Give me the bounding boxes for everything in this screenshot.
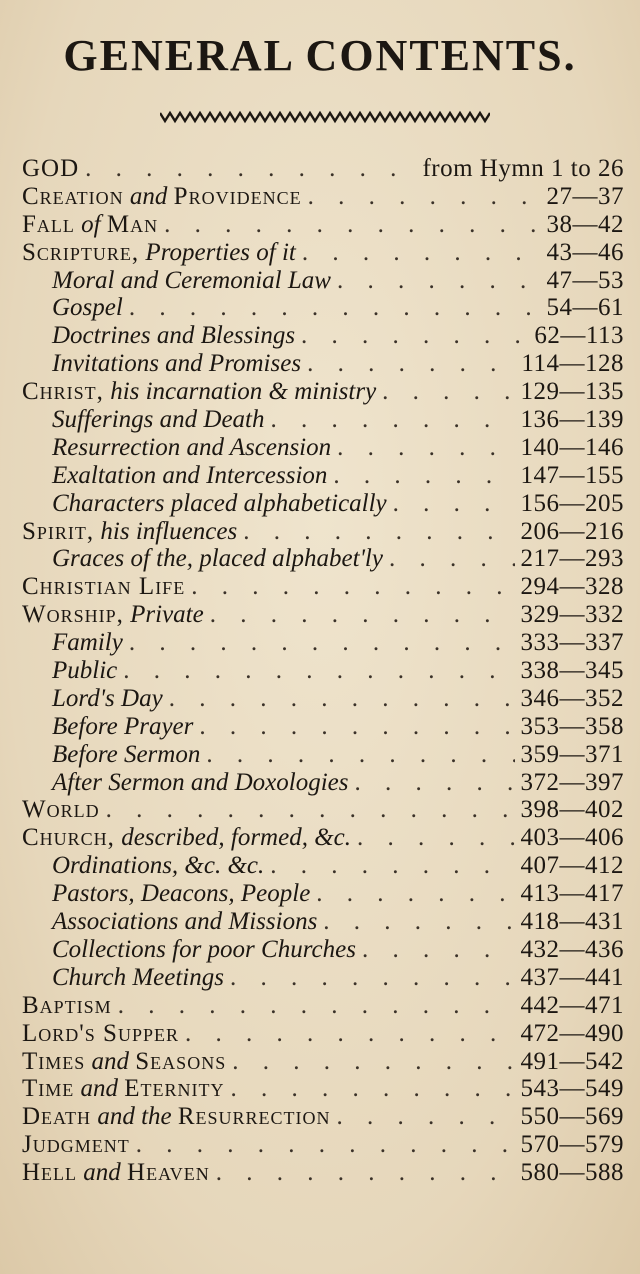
entry-subtitle: Properties of it: [139, 238, 296, 266]
entry-subtitle: Doctrines and Blessings: [52, 322, 296, 350]
entry-heading-secondary: Resurrection: [177, 1103, 331, 1131]
entry-subtitle: and: [85, 1047, 136, 1075]
hymn-range: 346—352: [520, 684, 624, 712]
entry-heading: Hell: [22, 1159, 78, 1187]
leader-dots: [307, 350, 515, 378]
entry-heading: Spirit,: [22, 517, 95, 545]
contents-subentry: [22, 294, 624, 322]
contents-subentry: [22, 964, 624, 992]
contents-subentry: [22, 545, 624, 573]
hymn-range: 54—61: [546, 294, 624, 322]
contents-subentry: [22, 490, 624, 518]
contents-subentry: [22, 880, 624, 908]
entry-label: [52, 657, 117, 685]
entry-heading: World: [22, 796, 100, 824]
contents-entry: [22, 183, 624, 211]
hymn-range: 294—328: [520, 573, 624, 601]
leader-dots: [169, 685, 515, 713]
entry-heading: Christ,: [22, 378, 104, 406]
hymn-range: 206—216: [520, 517, 624, 545]
contents-subentry: [22, 267, 624, 295]
leader-dots: [243, 518, 514, 546]
contents-entry: [22, 1020, 624, 1048]
entry-label: [52, 490, 387, 518]
entry-subtitle: Church Meetings: [52, 963, 224, 991]
entry-label: [22, 1159, 210, 1187]
entry-subtitle: Family: [52, 629, 123, 657]
leader-dots: [199, 713, 514, 741]
hymn-range: 114—128: [521, 350, 624, 378]
leader-dots: [393, 490, 515, 518]
hymn-range: 432—436: [520, 935, 624, 963]
hymn-range: 398—402: [520, 796, 624, 824]
entry-subtitle: Collections for poor Churches: [52, 935, 356, 963]
leader-dots: [136, 1131, 515, 1159]
leader-dots: [333, 462, 514, 490]
entry-label: [22, 1048, 226, 1076]
hymn-range: 359—371: [520, 740, 624, 768]
entry-subtitle: Ordinations, &c. &c.: [52, 852, 265, 880]
leader-dots: [301, 322, 528, 350]
leader-dots: [302, 239, 541, 267]
contents-entry: [22, 1131, 624, 1159]
hymn-range: 407—412: [520, 852, 624, 880]
contents-entry: [22, 239, 624, 267]
hymn-range: 333—337: [520, 629, 624, 657]
entry-subtitle: Invitations and Promises: [52, 350, 302, 378]
hymn-range: 442—471: [520, 991, 624, 1019]
leader-dots: [210, 601, 515, 629]
entry-heading-secondary: Providence: [173, 182, 302, 210]
entry-heading: Lord's Supper: [22, 1019, 179, 1047]
leader-dots: [316, 880, 514, 908]
contents-subentry: [22, 685, 624, 713]
entry-heading: Church,: [22, 824, 115, 852]
entry-heading: Judgment: [22, 1131, 130, 1159]
contents-entry: [22, 1159, 624, 1187]
entry-heading: Times: [22, 1047, 86, 1075]
entry-heading: Creation: [22, 182, 124, 210]
decorative-divider: [160, 110, 490, 124]
leader-dots: [389, 545, 515, 573]
entry-subtitle: Exaltation and Intercession: [52, 461, 328, 489]
entry-subtitle: Before Prayer: [52, 712, 194, 740]
hymn-range: from Hymn 1 to 26: [422, 155, 624, 182]
hymn-range: 38—42: [546, 210, 624, 238]
entry-subtitle: his influences: [94, 517, 238, 545]
entry-subtitle: Characters placed alphabetically: [52, 489, 387, 517]
hymn-range: 136—139: [520, 406, 624, 434]
entry-subtitle: and: [74, 1075, 125, 1103]
contents-subentry: [22, 852, 624, 880]
entry-heading-secondary: Seasons: [135, 1047, 227, 1075]
hymn-range: 62—113: [534, 322, 624, 350]
contents-entry: [22, 1048, 624, 1076]
hymn-range: 550—569: [520, 1103, 624, 1131]
entry-subtitle: Sufferings and Death: [52, 406, 265, 434]
leader-dots: [337, 1103, 515, 1131]
leader-dots: [362, 936, 515, 964]
contents-entry: [22, 155, 624, 183]
hymn-range: 418—431: [520, 908, 624, 936]
contents-entry: [22, 573, 624, 601]
entry-subtitle: Graces of the, placed alphabet'ly: [52, 545, 383, 573]
leader-dots: [232, 1048, 514, 1076]
leader-dots: [231, 1075, 515, 1103]
entry-label: [52, 322, 295, 350]
entry-subtitle: Lord's Day: [52, 684, 163, 712]
leader-dots: [308, 183, 541, 211]
entry-label: [22, 1131, 130, 1159]
entry-label: [22, 155, 79, 183]
entry-subtitle: Gospel: [52, 294, 123, 322]
entry-subtitle: Associations and Missions: [52, 908, 318, 936]
contents-subentry: [22, 322, 624, 350]
entry-label: [22, 1075, 225, 1103]
entry-label: [22, 992, 112, 1020]
hymn-range: 543—549: [520, 1075, 624, 1103]
hymn-range: 27—37: [546, 182, 624, 210]
entry-label: [52, 350, 301, 378]
entry-heading: Christian Life: [22, 573, 186, 601]
leader-dots: [129, 629, 515, 657]
entry-heading: Worship,: [22, 601, 124, 629]
leader-dots: [323, 908, 514, 936]
entry-subtitle: Resurrection and Ascension: [52, 433, 332, 461]
leader-dots: [123, 657, 514, 685]
hymn-range: 372—397: [520, 768, 624, 796]
entry-label: [52, 434, 331, 462]
contents-entry: [22, 1075, 624, 1103]
entry-label: [52, 713, 193, 741]
entry-heading: Baptism: [22, 991, 112, 1019]
hymn-range: 43—46: [546, 238, 624, 266]
hymn-range: 580—588: [520, 1159, 624, 1187]
contents-entry: [22, 824, 624, 852]
entry-heading-secondary: Heaven: [127, 1159, 210, 1187]
entry-label: [52, 936, 356, 964]
entry-label: [52, 741, 200, 769]
entry-subtitle: and: [77, 1159, 128, 1187]
contents-entry: [22, 1103, 624, 1131]
entry-label: [22, 239, 296, 267]
hymn-range: 140—146: [520, 433, 624, 461]
entry-label: [52, 964, 224, 992]
entry-label: [52, 462, 327, 490]
hymn-range: 47—53: [546, 266, 624, 294]
entry-label: [52, 908, 317, 936]
entry-label: [22, 1103, 331, 1131]
leader-dots: [164, 211, 540, 239]
contents-subentry: [22, 936, 624, 964]
entry-label: [52, 685, 163, 713]
contents-entry: [22, 601, 624, 629]
entry-label: [22, 573, 185, 601]
leader-dots: [382, 378, 514, 406]
leader-dots: [354, 769, 514, 797]
entry-label: [52, 545, 383, 573]
contents-entry: [22, 796, 624, 824]
hymn-range: 147—155: [520, 461, 624, 489]
entry-label: [22, 518, 237, 546]
entry-label: [22, 183, 302, 211]
hymn-range: 217—293: [520, 545, 624, 573]
entry-heading: Scripture,: [22, 238, 140, 266]
entry-heading: Death: [22, 1103, 92, 1131]
entry-subtitle: and the: [91, 1103, 178, 1131]
leader-dots: [271, 406, 515, 434]
leader-dots: [118, 992, 515, 1020]
entry-subtitle: Moral and Ceremonial Law: [52, 266, 331, 294]
entry-label: [52, 769, 348, 797]
entry-heading: Time: [22, 1075, 75, 1103]
entry-heading: Fall: [22, 210, 75, 238]
entry-subtitle: his incarnation & ministry: [103, 378, 377, 406]
leader-dots: [106, 796, 515, 824]
leader-dots: [129, 294, 541, 322]
entry-subtitle: Before Sermon: [52, 740, 201, 768]
entry-label: [52, 294, 123, 322]
entry-label: [52, 267, 331, 295]
entry-heading-secondary: Eternity: [124, 1075, 225, 1103]
entry-subtitle: Public: [52, 657, 118, 685]
contents-list: [22, 155, 624, 1187]
hymn-range: 353—358: [520, 712, 624, 740]
contents-subentry: [22, 769, 624, 797]
contents-subentry: [22, 657, 624, 685]
hymn-range: 491—542: [520, 1047, 624, 1075]
entry-label: [22, 378, 376, 406]
contents-subentry: [22, 406, 624, 434]
contents-subentry: [22, 741, 624, 769]
contents-subentry: [22, 350, 624, 378]
leader-dots: [85, 155, 416, 183]
leader-dots: [337, 434, 514, 462]
entry-label: [22, 824, 351, 852]
leader-dots: [216, 1159, 515, 1187]
contents-subentry: [22, 908, 624, 936]
hymn-range: 329—332: [520, 601, 624, 629]
contents-subentry: [22, 462, 624, 490]
entry-heading-secondary: Man: [106, 210, 159, 238]
entry-label: [52, 852, 264, 880]
entry-subtitle: After Sermon and Doxologies: [52, 768, 349, 796]
entry-label: [22, 796, 100, 824]
leader-dots: [206, 741, 514, 769]
hymn-range: 413—417: [520, 880, 624, 908]
contents-subentry: [22, 713, 624, 741]
hymn-range: 437—441: [520, 963, 624, 991]
hymn-range: 472—490: [520, 1019, 624, 1047]
hymn-range: 338—345: [520, 657, 624, 685]
contents-entry: [22, 992, 624, 1020]
contents-entry: [22, 378, 624, 406]
leader-dots: [337, 267, 541, 295]
contents-entry: [22, 518, 624, 546]
leader-dots: [270, 852, 514, 880]
hymn-range: 156—205: [520, 489, 624, 517]
entry-label: [22, 211, 158, 239]
contents-subentry: [22, 434, 624, 462]
hymn-range: 403—406: [520, 824, 624, 852]
contents-entry: [22, 211, 624, 239]
entry-subtitle: and: [123, 182, 174, 210]
leader-dots: [230, 964, 515, 992]
entry-label: [52, 406, 265, 434]
entry-label: [52, 880, 310, 908]
entry-label: [52, 629, 123, 657]
entry-label: [22, 1020, 179, 1048]
entry-label: [22, 601, 204, 629]
entry-subtitle: described, formed, &c.: [114, 824, 351, 852]
page-title: GENERAL CONTENTS.: [63, 31, 577, 80]
leader-dots: [185, 1020, 515, 1048]
entry-subtitle: Pastors, Deacons, People: [52, 880, 311, 908]
hymn-range: 570—579: [520, 1131, 624, 1159]
leader-dots: [191, 573, 514, 601]
contents-subentry: [22, 629, 624, 657]
leader-dots: [357, 824, 515, 852]
hymn-range: 129—135: [520, 378, 624, 406]
entry-heading: GOD: [22, 155, 80, 182]
entry-subtitle: Private: [123, 601, 204, 629]
entry-subtitle: of: [74, 210, 107, 238]
